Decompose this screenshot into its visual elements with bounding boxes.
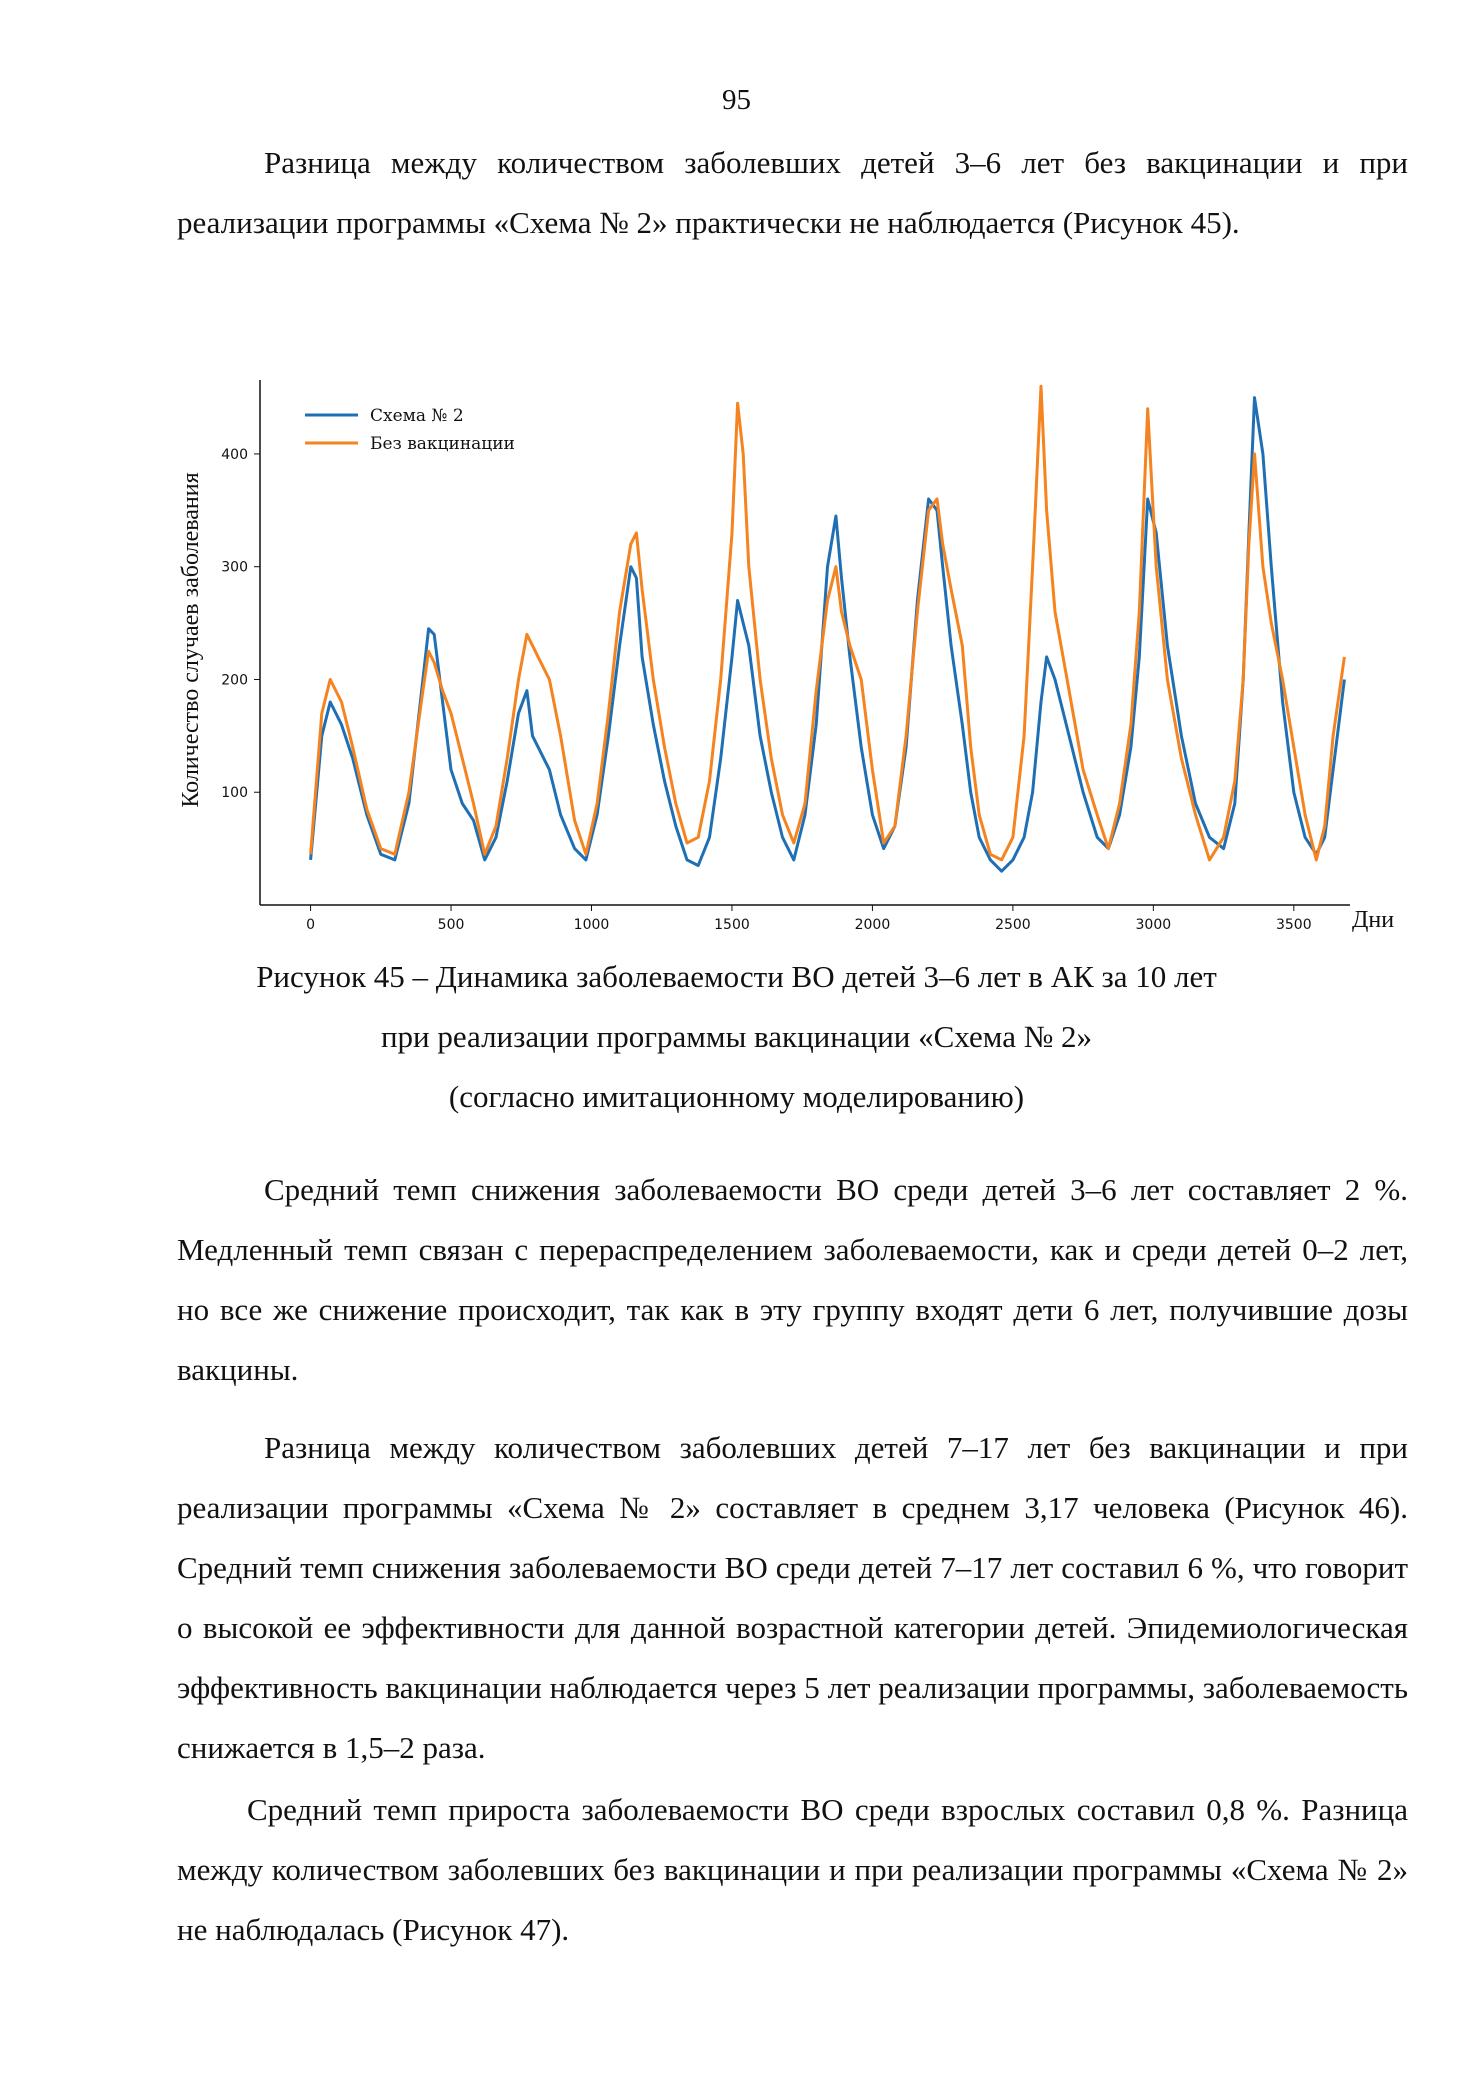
figure-caption-line-1: Рисунок 45 – Динамика заболеваемости ВО детей 3–6 лет в АК за 10 лет <box>256 959 1217 994</box>
page-number: 95 <box>722 84 751 116</box>
legend-label-1: Схема № 2 <box>370 406 464 426</box>
x-tick-label: 1500 <box>714 917 750 933</box>
figure-caption-line-2: при реализации программы вакцинации «Схема № 2» <box>380 1019 1093 1054</box>
legend-label-2: Без вакцинации <box>370 434 515 454</box>
x-tick-label: 1000 <box>573 917 610 933</box>
y-tick-label: 200 <box>221 672 248 689</box>
incidence-line-chart <box>170 375 1400 945</box>
chart-axes <box>221 380 1350 933</box>
x-tick-label: 3500 <box>1275 917 1312 933</box>
paragraph-3: Разница между количеством заболевших детей 7–17 лет без вакцинации и при реализации программы «Схема № 2» составляет в среднем 3,17 человека (Рисунок 46). Средний темп снижения заболеваемости ВО среди детей 7–17 лет составил 6 %, что говорит о высокой ее эффективности для данной возрастной категории детей. Эпидемиологическая эффективность вакцинации наблюдается через 5 лет реализации программы, заболеваемость снижается в 1,5–2 раза. <box>177 1430 1408 1765</box>
y-tick-label: 400 <box>221 446 248 463</box>
y-axis-label: Количество случаев заболевания <box>178 472 204 808</box>
x-tick-label: 2500 <box>995 917 1031 933</box>
x-axis-label: Дни <box>1352 907 1395 933</box>
paragraph-1: Разница между количеством заболевших детей 3–6 лет без вакцинации и при реализации программы «Схема № 2» практически не наблюдается (Рисунок 45). <box>177 145 1408 240</box>
series-line-1 <box>311 398 1345 872</box>
y-tick-label: 100 <box>221 785 248 802</box>
paragraph-4: Средний темп прироста заболеваемости ВО среди взрослых составил 0,8 %. Разница между количеством заболевших без вакцинации и при реализации программы «Схема № 2» не наблюдалась (Рисунок 47). <box>177 1792 1408 1947</box>
chart-legend <box>305 406 515 454</box>
figure-45 <box>170 375 1400 945</box>
y-tick-label: 300 <box>221 559 248 576</box>
x-tick-label: 500 <box>437 917 465 933</box>
paragraph-2: Средний темп снижения заболеваемости ВО среди детей 3–6 лет составляет 2 %. Медленный темп связан с перераспределением заболеваемости, как и среди детей 0–2 лет, но все же снижение происходит, так как в эту группу входят дети 6 лет, получившие дозы вакцины. <box>177 1172 1408 1387</box>
figure-caption-line-3: (согласно имитационному моделированию) <box>448 1079 1025 1114</box>
x-tick-label: 2000 <box>854 917 891 933</box>
series-line-2 <box>311 386 1345 860</box>
x-tick-label: 3000 <box>1135 917 1172 933</box>
x-tick-label: 0 <box>306 917 316 933</box>
chart-series-lines <box>311 386 1345 871</box>
